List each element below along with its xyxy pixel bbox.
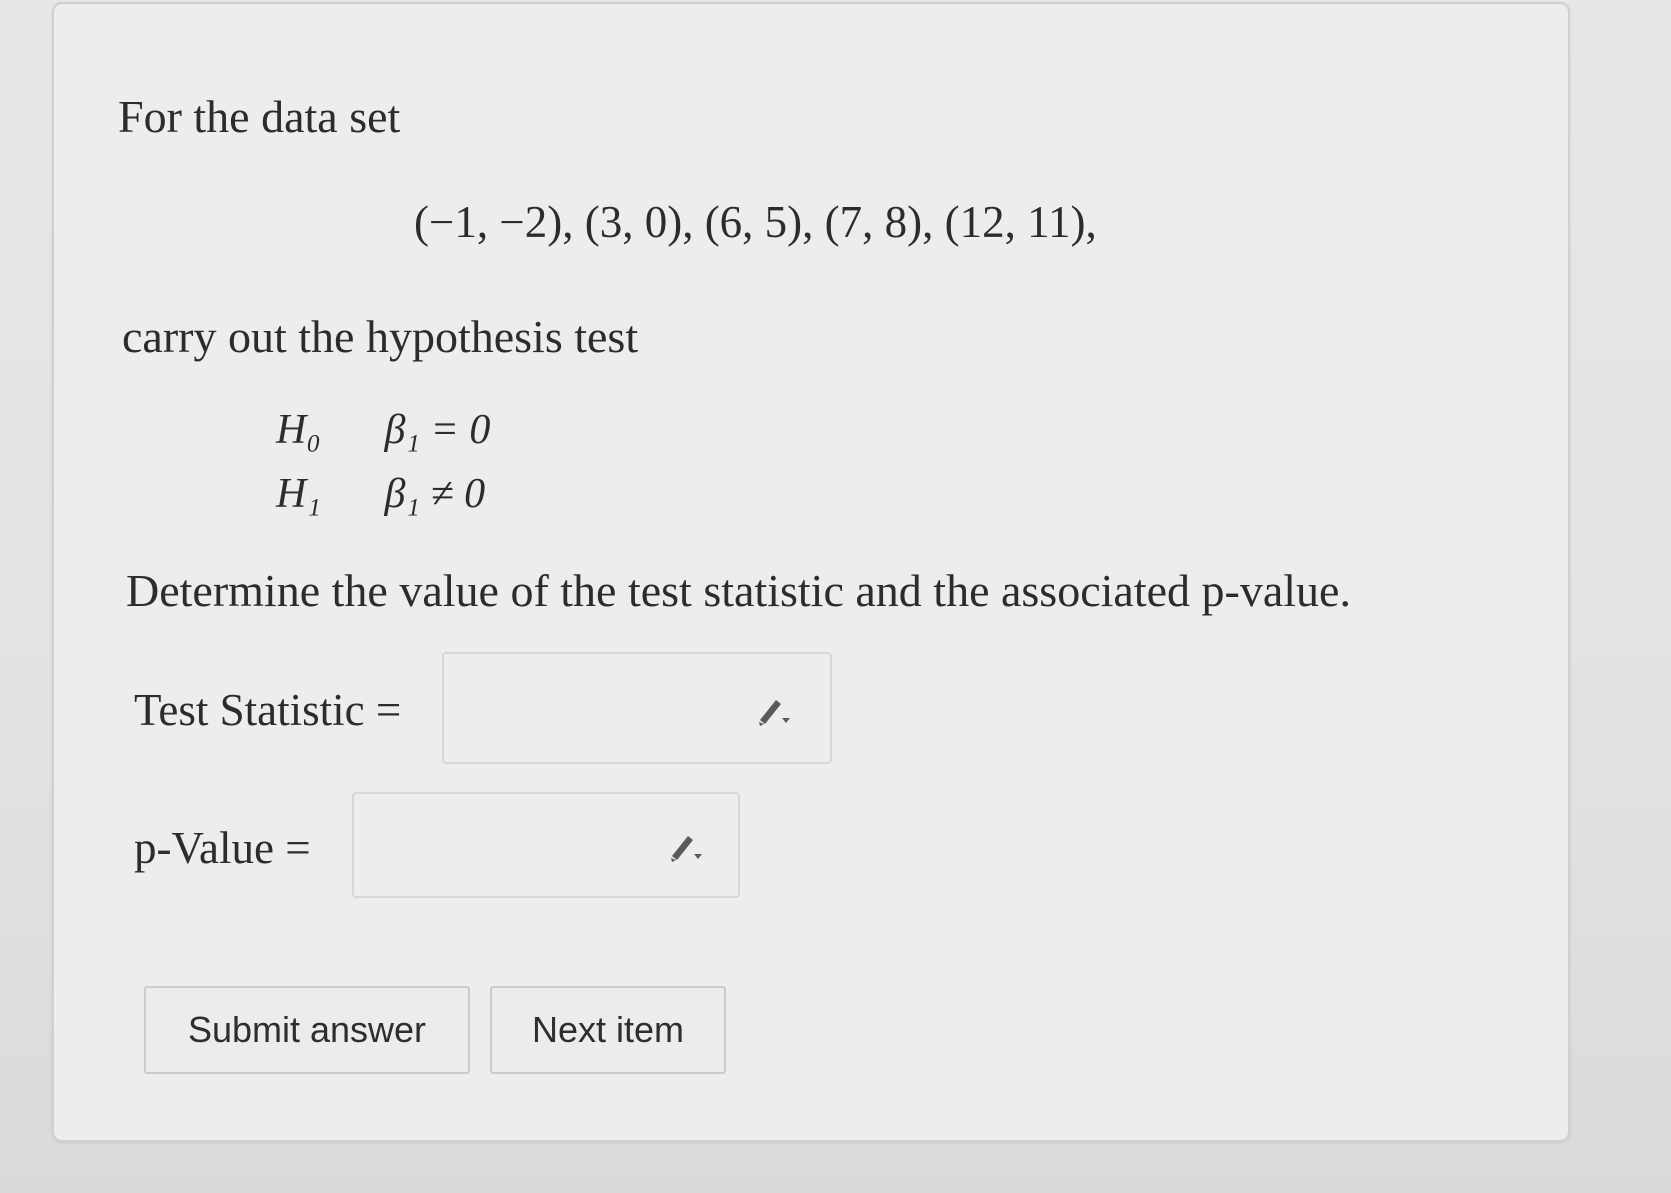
pencil-dropdown-icon[interactable] xyxy=(754,692,794,728)
alternative-hypothesis xyxy=(276,470,485,518)
question-prompt: Determine the value of the test statistic and the associated p-value. xyxy=(126,565,1351,616)
dataset-points: (−1, −2), (3, 0), (6, 5), (7, 8), (12, 11), xyxy=(414,197,1097,247)
question-intro: For the data set xyxy=(118,91,401,142)
pencil-dropdown-icon[interactable] xyxy=(666,828,706,864)
submit-answer-button[interactable]: Submit answer xyxy=(144,986,470,1074)
null-hypothesis-name: H₀ xyxy=(276,407,321,453)
alternative-hypothesis-expression: β₁ ≠ 0 xyxy=(384,471,486,517)
next-item-button[interactable]: Next item xyxy=(490,986,726,1074)
p-value-label: p-Value = xyxy=(134,823,311,873)
null-hypothesis-expression: β₁ = 0 xyxy=(384,407,491,453)
alternative-hypothesis-name: H₁ xyxy=(276,471,321,517)
null-hypothesis xyxy=(276,406,490,454)
question-card xyxy=(52,2,1570,1142)
test-statistic-label: Test Statistic = xyxy=(134,685,402,735)
question-instruction: carry out the hypothesis test xyxy=(122,311,639,362)
